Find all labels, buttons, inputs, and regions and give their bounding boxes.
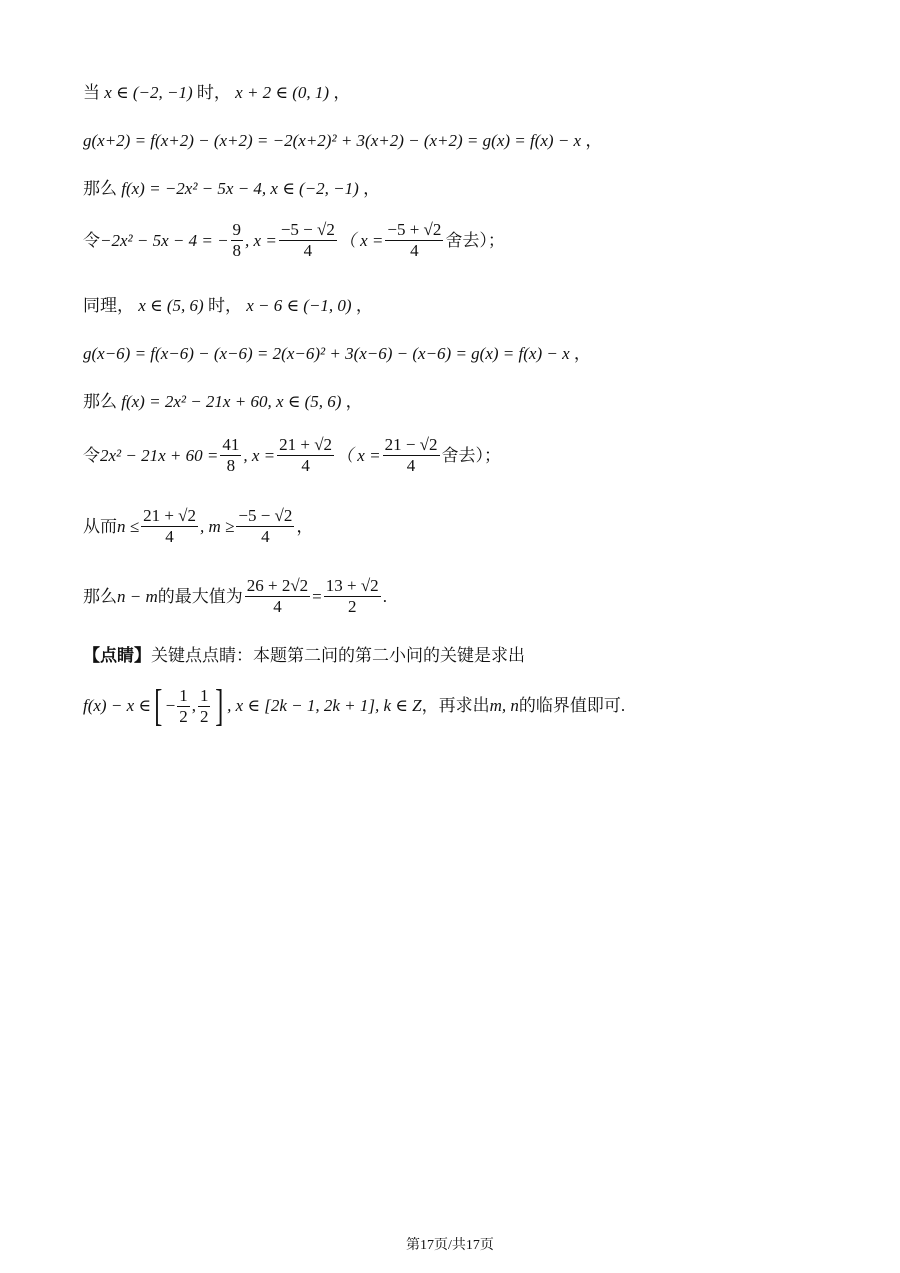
fraction-numerator: 26 + 2√2 xyxy=(246,576,309,595)
solution-line-7 xyxy=(83,391,363,413)
fraction-numerator: −5 + √2 xyxy=(387,220,442,239)
punctuation: . xyxy=(382,586,387,606)
math-expression: , x = xyxy=(243,445,276,465)
math-expression: x − 6 ∈ (−1, 0) xyxy=(246,296,352,315)
text-segment: 那么 xyxy=(83,586,117,606)
punctuation: ， xyxy=(355,296,373,315)
math-expression: f(x) = −2x² − 5x − 4, x ∈ (−2, −1) xyxy=(121,179,359,198)
fraction-denominator: 4 xyxy=(261,527,270,546)
fraction xyxy=(220,435,241,476)
math-expression: （ x = xyxy=(338,230,384,250)
text-segment: 那么 xyxy=(83,179,117,198)
math-expression: , x ∈ [2k − 1, 2k + 1], k ∈ Z xyxy=(227,696,422,715)
fraction-numerator: 13 + √2 xyxy=(325,576,379,595)
math-expression: n − m xyxy=(117,586,158,606)
key-point-label: 【点睛】 xyxy=(83,646,151,665)
math-expression: −2x² − 5x − 4 = − xyxy=(100,230,229,250)
text-segment: 那么 xyxy=(83,392,117,411)
left-bracket: [ xyxy=(154,681,163,730)
math-expression: g(x+2) = f(x+2) − (x+2) = −2(x+2)² + 3(x+2) − (x+2) = g(x) = f(x) − x xyxy=(83,131,582,150)
math-expression: f(x) − x ∈ xyxy=(83,696,151,715)
math-expression: m, n xyxy=(489,696,519,715)
fraction-numerator: 21 + √2 xyxy=(143,506,197,525)
fraction-denominator: 4 xyxy=(165,527,174,546)
fraction-numerator: 9 xyxy=(232,220,242,239)
fraction-numerator: −5 − √2 xyxy=(238,506,293,525)
fraction-denominator: 4 xyxy=(410,241,419,260)
punctuation: ， xyxy=(363,179,381,198)
fraction xyxy=(236,506,294,547)
fraction-numerator: −5 − √2 xyxy=(280,220,335,239)
text-segment: 的临界值即可. xyxy=(518,696,626,715)
fraction-numerator: 1 xyxy=(179,685,188,705)
fraction xyxy=(198,686,211,727)
text-segment: 同理， xyxy=(83,296,134,315)
math-expression: x ∈ (5, 6) xyxy=(138,296,204,315)
text-segment: 令 xyxy=(83,445,100,465)
fraction-denominator: 4 xyxy=(406,456,416,475)
math-expression: g(x−6) = f(x−6) − (x−6) = 2(x−6)² + 3(x−6) − (x−6) = g(x) = f(x) − x xyxy=(83,344,570,363)
text-segment: 舍去）； xyxy=(441,445,502,465)
solution-line-3 xyxy=(83,178,380,200)
solution-line-10 xyxy=(83,576,387,617)
fraction-denominator: 2 xyxy=(179,706,188,726)
text-segment: 时， xyxy=(196,83,231,102)
math-expression: f(x) = 2x² − 21x + 60, x ∈ (5, 6) xyxy=(121,392,342,411)
solution-line-8 xyxy=(83,435,501,476)
fraction-numerator: 21 − √2 xyxy=(384,435,438,454)
fraction-denominator: 4 xyxy=(303,241,313,260)
comma: , xyxy=(191,696,196,715)
text-segment: ，再求出 xyxy=(421,696,490,715)
text-segment: 舍去）； xyxy=(445,230,505,250)
solution-line-2 xyxy=(83,130,602,152)
solution-line-12 xyxy=(83,681,626,730)
punctuation: ， xyxy=(585,131,603,150)
text-segment: 当 xyxy=(83,83,100,102)
punctuation: ， xyxy=(573,344,591,363)
math-expression: , m ≥ xyxy=(200,516,235,536)
fraction xyxy=(383,435,440,476)
solution-line-4 xyxy=(83,220,505,261)
punctuation: ， xyxy=(345,392,363,411)
fraction-numerator: 1 xyxy=(199,685,209,705)
fraction xyxy=(277,435,334,476)
fraction-denominator: 4 xyxy=(273,597,282,616)
solution-line-6 xyxy=(83,343,591,365)
fraction-denominator: 8 xyxy=(232,241,242,260)
page-number: 第17页/共17页 xyxy=(406,1238,494,1253)
fraction xyxy=(177,686,190,727)
fraction-numerator: 41 xyxy=(222,435,240,454)
solution-line-9 xyxy=(83,506,313,547)
math-expression: （ x = xyxy=(336,445,381,465)
punctuation: ， xyxy=(333,83,351,102)
math-expression: n ≤ xyxy=(117,516,140,536)
key-point-line xyxy=(83,645,525,667)
solution-line-5 xyxy=(83,295,373,317)
text-segment: 从而 xyxy=(83,516,117,536)
equals-sign: = xyxy=(312,586,322,606)
minus-sign: − xyxy=(165,696,176,715)
fraction xyxy=(279,220,337,261)
fraction xyxy=(385,220,443,261)
key-point-text: 关键点点睛：本题第二问的第二小问的关键是求出 xyxy=(151,646,525,665)
fraction xyxy=(141,506,198,547)
math-expression: x + 2 ∈ (0, 1) xyxy=(235,83,330,102)
solution-line-1 xyxy=(83,82,350,104)
fraction-denominator: 4 xyxy=(301,456,310,475)
fraction xyxy=(231,220,244,261)
math-expression: 2x² − 21x + 60 = xyxy=(100,445,219,465)
punctuation: ， xyxy=(296,516,314,536)
fraction-denominator: 2 xyxy=(347,597,357,616)
text-segment: 令 xyxy=(83,230,100,250)
fraction-denominator: 2 xyxy=(199,706,209,726)
right-bracket: ] xyxy=(215,681,224,730)
fraction-numerator: 21 + √2 xyxy=(279,435,333,454)
math-expression: x ∈ (−2, −1) xyxy=(104,83,193,102)
text-segment: 时， xyxy=(207,296,242,315)
fraction xyxy=(324,576,381,617)
math-expression: , x = xyxy=(245,230,277,250)
fraction xyxy=(245,576,310,617)
text-segment: 的最大值为 xyxy=(157,586,243,606)
fraction-denominator: 8 xyxy=(226,456,236,475)
